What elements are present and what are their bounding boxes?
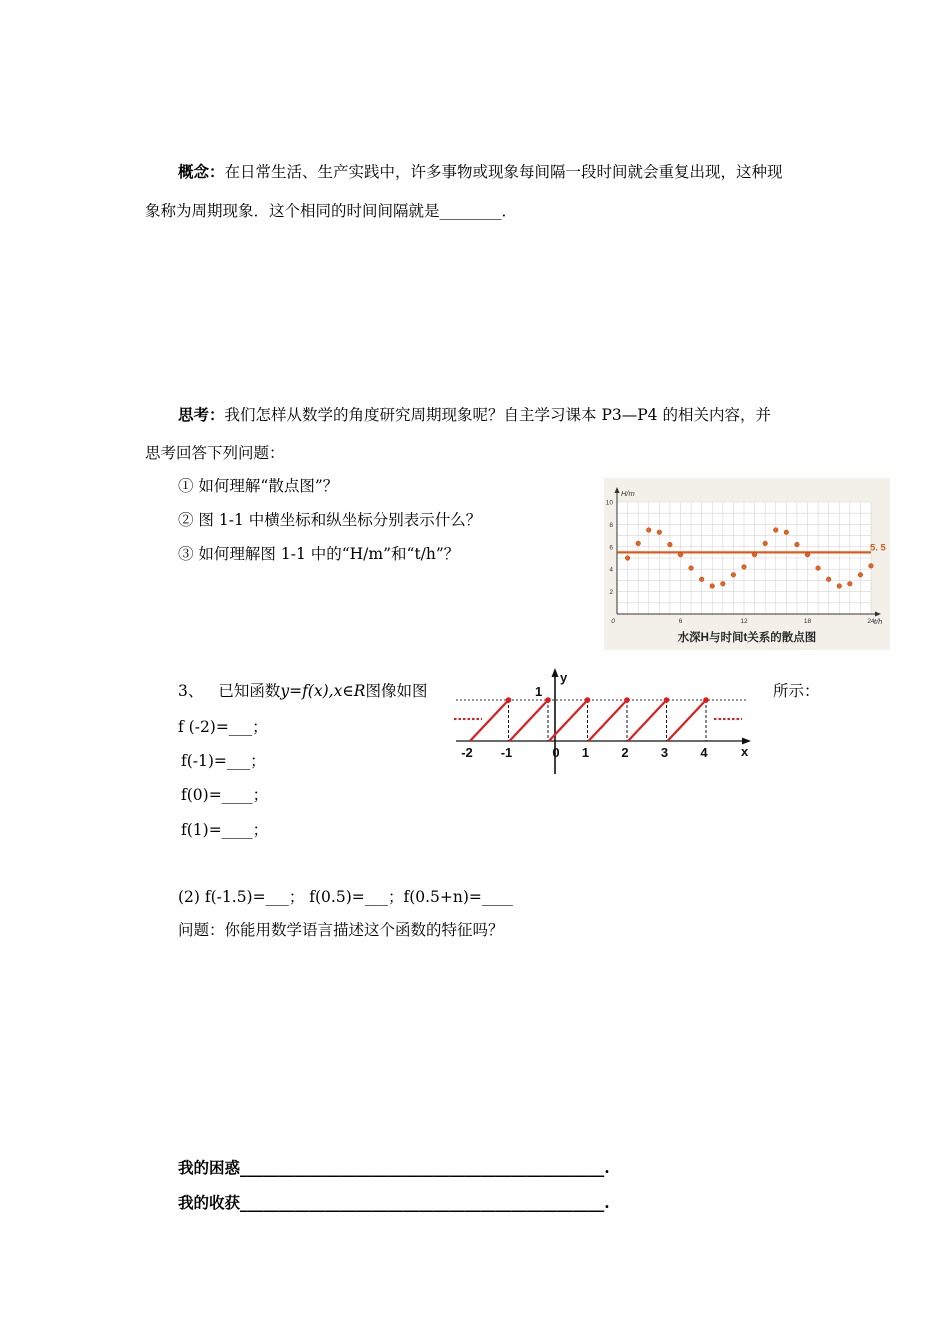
scatter-point — [689, 566, 694, 571]
concept-label: 概念： — [178, 162, 225, 181]
x-axis-label: x — [741, 744, 749, 759]
scatter-point — [816, 566, 821, 571]
scatter-figure — [604, 478, 890, 650]
scatter-point — [646, 528, 651, 533]
x-tick-label: -1 — [500, 745, 513, 760]
q3-answer-2: f(-1)=___； — [181, 752, 266, 770]
x-tick-label: 0 — [611, 618, 615, 625]
x-tick-label: 1 — [581, 745, 590, 760]
x-tick-label: 24 — [867, 618, 875, 625]
scatter-point — [699, 577, 704, 582]
sawtooth-segment — [470, 700, 509, 741]
footer-confusion: 我的困惑_______________________________________________. — [178, 1158, 610, 1177]
scatter-point — [657, 530, 662, 535]
think-question-1: ① 如何理解“散点图”？ — [178, 477, 339, 495]
scatter-point — [752, 552, 757, 557]
scatter-point — [858, 573, 863, 578]
endpoint-dot — [703, 697, 709, 703]
q3-intro-post: 图像如图 — [365, 682, 428, 700]
sawtooth-segment — [668, 700, 707, 741]
q3-intro-pre: 已知函数 — [218, 682, 281, 700]
endpoint-dot — [664, 697, 670, 703]
scatter-point — [848, 581, 853, 586]
think-question-2: ② 图 1-1 中横坐标和纵坐标分别表示什么？ — [178, 511, 482, 529]
sawtooth-plot — [452, 668, 764, 778]
y-tick-label: 4 — [609, 566, 613, 574]
scatter-point — [721, 581, 726, 586]
think-question-3: ③ 如何理解图 1-1 中的“H/m”和“t/h”？ — [178, 545, 460, 563]
x-tick-label: 6 — [678, 618, 683, 625]
scatter-point — [795, 542, 800, 547]
q3-question: 问题：你能用数学语言描述这个函数的特征吗？ — [178, 921, 504, 939]
y-tick-label: 2 — [609, 589, 613, 597]
scatter-point — [678, 552, 683, 557]
think-line-2: 思考回答下列问题： — [145, 444, 285, 462]
y-tick-label: 10 — [605, 499, 613, 507]
think-line-1 — [178, 403, 771, 425]
think-label: 思考： — [178, 405, 225, 424]
concept-line-2: 象称为周期现象．这个相同的时间间隔就是________． — [145, 202, 518, 220]
scatter-point — [837, 584, 842, 589]
endpoint-dot — [545, 697, 551, 703]
y-axis-arrow — [552, 668, 559, 677]
think-text-1: 我们怎样从数学的角度研究周期现象呢？自主学习课本 P3—P4 的相关内容，并 — [224, 406, 771, 424]
q3-part-2: (2) f(-1.5)=___； f(0.5)=___；f(0.5+n)=____ — [178, 888, 513, 906]
x-axis-arrow — [875, 612, 881, 617]
scatter-point — [763, 541, 768, 546]
y-tick-one: 1 — [535, 684, 543, 699]
x-tick-label: 3 — [660, 745, 669, 760]
y-axis-label: y — [560, 670, 568, 685]
x-tick-label: 18 — [803, 618, 812, 625]
scatter-point — [784, 530, 789, 535]
x-tick-label: 2 — [621, 745, 629, 760]
scatter-point — [636, 541, 641, 546]
scatter-plot — [604, 478, 890, 650]
y-axis-label: H/m — [621, 489, 635, 498]
sawtooth-figure — [452, 668, 764, 778]
footer-gain: 我的收获_______________________________________________. — [178, 1193, 610, 1212]
q3-intro-end: 所示： — [773, 682, 820, 700]
scatter-caption: 水深H与时间t关系的散点图 — [677, 632, 817, 644]
q3-intro — [178, 679, 427, 701]
q3-answer-3: f(0)=____； — [181, 786, 269, 804]
reference-line-label: 5. 5 — [870, 542, 886, 554]
y-tick-label: 6 — [609, 544, 613, 552]
concept-text-1: 在日常生活、生产实践中，许多事物或现象每间隔一段时间就会重复出现，这种现 — [224, 163, 783, 181]
x-tick-label: 12 — [740, 618, 748, 625]
scatter-point — [668, 542, 673, 547]
scatter-point — [826, 577, 831, 582]
scatter-point — [869, 564, 874, 569]
scatter-point — [805, 552, 810, 557]
scatter-point — [625, 556, 630, 561]
x-tick-label: 4 — [700, 745, 708, 760]
scatter-point — [742, 565, 747, 570]
sawtooth-segment — [510, 700, 549, 741]
sawtooth-segment — [589, 700, 628, 741]
endpoint-dot — [624, 697, 630, 703]
sawtooth-segment — [628, 700, 667, 741]
q3-answer-1: f (-2)=___； — [178, 718, 268, 736]
scatter-point — [731, 573, 736, 578]
x-tick-label: -2 — [461, 745, 473, 760]
y-axis-arrow — [615, 487, 620, 493]
q3-number: 3、 — [178, 682, 204, 700]
scatter-point — [710, 584, 715, 589]
endpoint-dot — [585, 697, 591, 703]
scatter-point — [773, 528, 778, 533]
endpoint-dot — [506, 697, 512, 703]
q3-answer-4: f(1)=____； — [181, 821, 269, 839]
x-axis-label: t/h — [874, 617, 883, 626]
concept-line-1 — [178, 160, 783, 182]
q3-intro-func: y=f(x),x∈R — [280, 682, 366, 700]
x-tick-label: 0 — [552, 745, 560, 760]
y-tick-label: 8 — [609, 521, 613, 529]
